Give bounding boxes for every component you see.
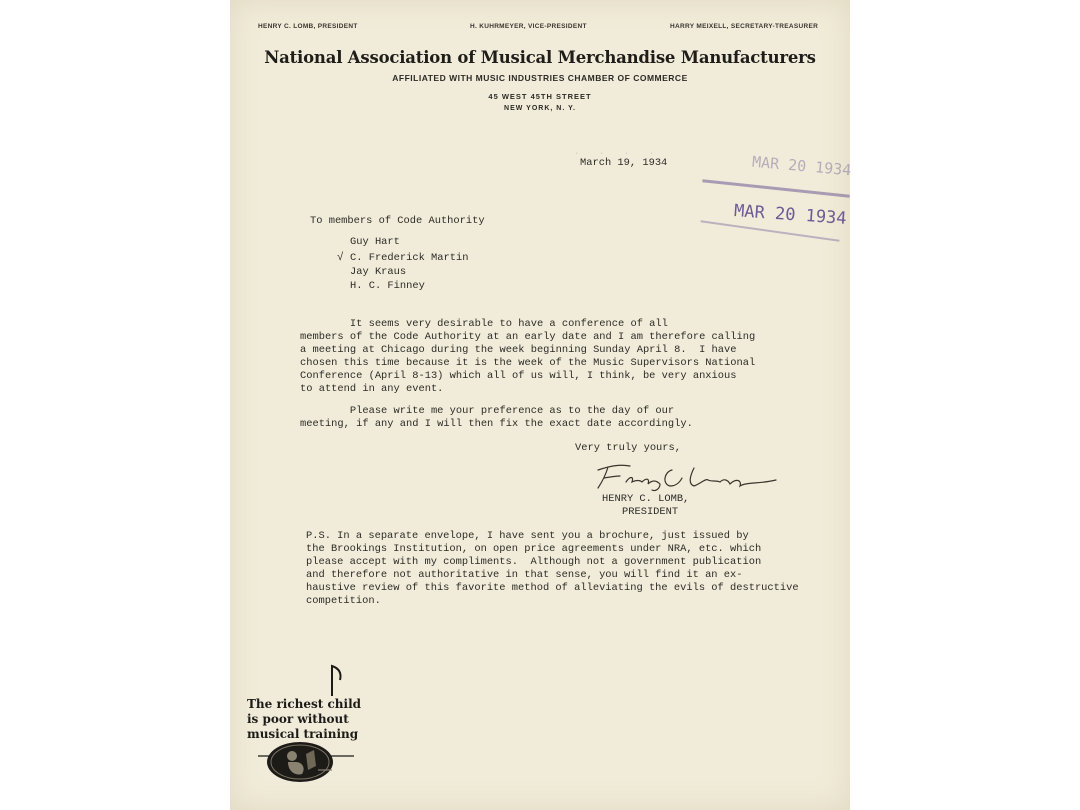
body-line-6: to attend in any event. <box>300 383 444 395</box>
recipient-2: C. Frederick Martin <box>350 252 469 264</box>
letterhead-vice-president: H. KUHRMEYER, VICE-PRESIDENT <box>470 23 587 30</box>
body2-line-1: Please write me your preference as to the day of our <box>300 405 675 417</box>
recipient-4: H. C. Finney <box>350 280 425 292</box>
address-street: 45 WEST 45TH STREET <box>488 92 592 101</box>
motto-line-3: musical training <box>247 727 359 741</box>
body-line-3: a meeting at Chicago during the week beginning Sunday April 8. I have <box>300 344 737 356</box>
organization-name: National Association of Musical Merchandise Manufacturers <box>264 48 816 67</box>
ps-line-1: P.S. In a separate envelope, I have sent you a brochure, just issued by <box>306 530 749 542</box>
letterhead-secretary: HARRY MEIXELL, SECRETARY-TREASURER <box>670 23 819 30</box>
motto-line-2: is poor without <box>247 712 349 726</box>
recipient-1: Guy Hart <box>350 236 400 248</box>
ps-line-3: please accept with my compliments. Although not a government publication <box>306 556 762 568</box>
ps-line-4: and therefore not authoritative in that sense, you will find it an ex- <box>306 569 743 581</box>
recipient-3: Jay Kraus <box>350 266 407 278</box>
letterhead-president: HENRY C. LOMB, PRESIDENT <box>258 23 358 30</box>
ps-line-6: competition. <box>306 595 381 607</box>
closing: Very truly yours, <box>575 442 682 454</box>
address-city: NEW YORK, N. Y. <box>504 105 576 112</box>
body-line-1: It seems very desirable to have a conference of all <box>300 318 668 330</box>
signer-name: HENRY C. LOMB, <box>602 493 690 505</box>
body-line-2: members of the Code Authority at an early date and I am therefore calling <box>300 331 756 343</box>
ps-line-5: haustive review of this favorite method of alleviating the evils of destructive <box>306 582 799 594</box>
stamp-bar <box>702 179 850 197</box>
signer-title: PRESIDENT <box>622 506 679 518</box>
bleed-through-text: . . . . <box>480 146 655 158</box>
body2-line-2: meeting, if any and I will then fix the exact date accordingly. <box>300 418 693 430</box>
body-line-4: chosen this time because it is the week of the Music Supervisors National <box>300 357 756 369</box>
received-stamp: MAR 20 1934 <box>733 201 848 229</box>
motto-line-1: The richest child <box>247 697 362 711</box>
letter-date: March 19, 1934 <box>580 157 668 169</box>
affiliation-line: AFFILIATED WITH MUSIC INDUSTRIES CHAMBER OF COMMERCE <box>392 73 688 83</box>
music-note-icon <box>326 662 348 698</box>
letter-page <box>230 0 850 810</box>
emblem-medallion-icon <box>258 740 358 788</box>
received-stamp-faint: MAR 20 1934 <box>751 152 852 180</box>
footer-motto <box>247 697 377 742</box>
ps-line-2: the Brookings Institution, on open price agreements under NRA, etc. which <box>306 543 762 555</box>
check-mark: √ <box>337 252 344 264</box>
salutation: To members of Code Authority <box>310 215 485 227</box>
signature <box>590 458 780 494</box>
body-line-5: Conference (April 8-13) which all of us will, I think, be very anxious <box>300 370 737 382</box>
